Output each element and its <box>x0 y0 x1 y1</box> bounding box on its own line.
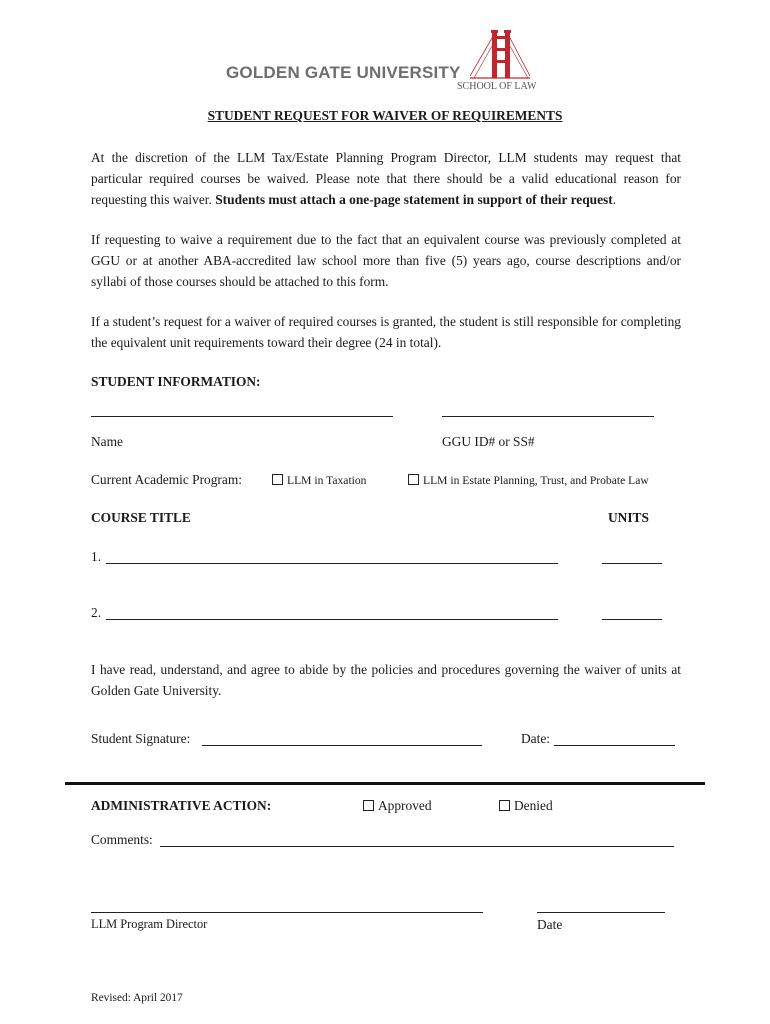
name-field[interactable] <box>91 416 393 417</box>
equivalent-course-paragraph: If requesting to waive a requirement due to the fact that an equivalent course was previously completed at GGU or at another ABA-accredited law school more than five (5) years ago, course descriptions and/or syllabi of those courses should be attached to this form. <box>91 232 681 289</box>
intro-emphasis: Students must attach a one-page statement in support of their request <box>215 191 613 207</box>
signature-date-label: Date: <box>521 731 550 746</box>
units-row-1-field[interactable] <box>602 563 662 564</box>
course-row-1-number: 1. <box>91 549 102 564</box>
golden-gate-bridge-tower-icon <box>470 28 530 88</box>
name-label: Name <box>91 434 123 449</box>
student-signature-field[interactable] <box>202 745 482 746</box>
section-divider <box>65 782 705 785</box>
course-row-1-field[interactable] <box>106 563 558 564</box>
intro-paragraph <box>91 148 681 210</box>
checkbox-icon[interactable] <box>363 800 374 811</box>
program-label: Current Academic Program: <box>91 472 242 487</box>
logo-university-name: GOLDEN GATE UNIVERSITY <box>226 63 461 82</box>
intro-text: At the discretion of the LLM Tax/Estate Planning Program Director, LLM students may request that particular required courses be waived. Please note that there should be a valid educational reason for requesting this waiver. <box>91 150 681 207</box>
checkbox-icon[interactable] <box>272 474 283 485</box>
comments-label: Comments: <box>91 832 153 847</box>
director-signature-field[interactable] <box>91 912 483 913</box>
checkbox-icon[interactable] <box>499 800 510 811</box>
signature-date-field[interactable] <box>554 745 675 746</box>
intro-period: . <box>612 191 617 207</box>
agreement-paragraph: I have read, understand, and agree to abide by the policies and procedures governing the waiver of units at Golden Gate University. <box>91 662 681 698</box>
units-header: UNITS <box>608 510 649 525</box>
option-llm-taxation[interactable] <box>272 474 366 487</box>
option-llm-estate[interactable] <box>408 474 649 487</box>
id-field[interactable] <box>442 416 654 417</box>
director-date-field[interactable] <box>537 912 665 913</box>
option-llm-taxation-label: LLM in Taxation <box>287 474 367 487</box>
option-denied[interactable] <box>499 798 553 814</box>
director-label: LLM Program Director <box>91 917 208 931</box>
option-approved[interactable] <box>363 798 432 814</box>
logo-school-name: SCHOOL OF LAW <box>457 81 537 92</box>
id-label: GGU ID# or SS# <box>442 434 535 449</box>
student-info-heading: STUDENT INFORMATION: <box>91 374 261 389</box>
option-approved-label: Approved <box>378 798 432 813</box>
director-date-label: Date <box>537 917 563 932</box>
course-row-2-field[interactable] <box>106 619 558 620</box>
responsibility-paragraph: If a student’s request for a waiver of required courses is granted, the student is still responsible for completing the equivalent unit requirements toward their degree (24 in total). <box>91 314 681 350</box>
revised-date: Revised: April 2017 <box>91 992 183 1004</box>
admin-heading: ADMINISTRATIVE ACTION: <box>91 798 272 813</box>
page-title: STUDENT REQUEST FOR WAIVER OF REQUIREMENTS <box>207 108 563 123</box>
student-signature-label: Student Signature: <box>91 731 191 746</box>
checkbox-icon[interactable] <box>408 474 419 485</box>
option-llm-estate-label: LLM in Estate Planning, Trust, and Probate Law <box>423 474 649 487</box>
comments-field[interactable] <box>160 846 674 847</box>
option-denied-label: Denied <box>514 798 553 813</box>
course-row-2-number: 2. <box>91 605 102 620</box>
units-row-2-field[interactable] <box>602 619 662 620</box>
course-title-header: COURSE TITLE <box>91 510 191 525</box>
